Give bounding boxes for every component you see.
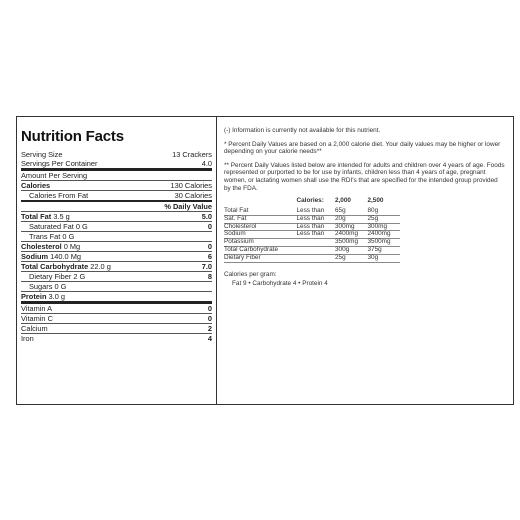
nutrient-label: Protein — [21, 292, 47, 301]
vitamin-row-vitamin-c — [21, 314, 212, 324]
vitamin-dv: 2 — [207, 324, 212, 333]
nutrient-dv: 0 — [207, 242, 212, 251]
table-cell — [297, 239, 335, 247]
table-cell: 25g — [335, 254, 368, 262]
table-cell — [297, 254, 335, 262]
nutrient-amount: 3.0 g — [48, 292, 65, 301]
servings-label: Servings Per Container — [21, 159, 98, 168]
table-cell: 2400mg — [335, 231, 368, 239]
nutrient-dv: 0 — [207, 222, 212, 231]
calories-from-fat-row — [21, 191, 212, 202]
nutrient-amount: 0 G — [54, 282, 67, 291]
vitamin-label: Vitamin C — [21, 314, 53, 323]
daily-value-header-row — [21, 202, 212, 212]
serving-size-value: 13 Crackers — [172, 150, 212, 159]
nutrient-label: Sugars — [29, 282, 53, 291]
serving-size-row — [21, 150, 212, 159]
daily-values-table — [224, 198, 400, 262]
vitamin-dv: 0 — [207, 314, 212, 323]
table-row — [224, 254, 400, 262]
vitamin-label: Vitamin A — [21, 304, 53, 313]
note-daily-values: * Percent Daily Values are based on a 2,000 calorie diet. Your daily values may be higher or lower depending on your calorie needs** — [224, 140, 501, 156]
table-cell: Less than — [297, 215, 335, 223]
table-cell: Dietary Fiber — [224, 254, 297, 262]
nutrient-label: Dietary Fiber — [29, 272, 72, 281]
table-row — [224, 215, 400, 223]
nutrient-amount: 22.0 g — [90, 262, 111, 271]
table-cell: 300mg — [335, 223, 368, 231]
footnotes-panel — [217, 117, 513, 404]
note-rdi: ** Percent Daily Values listed below are intended for adults and children over 4 years of age. Foods represented or purported to be for use by infants, children less than 4 years of age, pregnant women, or lactating women shall use the RDI's that are specified for the intended group provided by the FDA. — [224, 161, 505, 192]
daily-value-header: % Daily Value — [164, 202, 212, 211]
nutrient-dv: 7.0 — [201, 262, 212, 271]
table-header-cell: Calories: — [296, 197, 324, 205]
nutrient-label: Cholesterol — [21, 242, 62, 251]
table-cell: Total Carbohydrate — [224, 246, 297, 254]
nutrient-amount: 0 Mg — [63, 242, 81, 251]
table-cell: Total Fat — [224, 208, 297, 215]
table-cell — [297, 246, 335, 254]
calories-label: Calories — [21, 181, 51, 190]
table-cell: Less than — [297, 231, 335, 239]
nutrient-row-total-fat — [21, 212, 212, 222]
nutrient-row-saturated-fat — [21, 222, 212, 232]
nutrient-amount: 140.0 Mg — [50, 252, 81, 261]
note-unavailable: (-) Information is currently not available for this nutrient. — [224, 127, 381, 134]
cal-fat-label: Calories From Fat — [29, 191, 89, 200]
nutrient-label: Sodium — [21, 252, 49, 261]
table-cell: 65g — [335, 208, 368, 215]
nutrient-row-total-carbohydrate — [21, 262, 212, 272]
table-header-cell — [260, 198, 296, 208]
nutrient-row-protein — [21, 292, 212, 304]
calories-row — [21, 181, 212, 191]
nutrient-row-sugars — [21, 282, 212, 292]
calories-value: 130 Calories — [170, 181, 212, 190]
vitamin-label: Iron — [21, 334, 34, 343]
nutrition-facts-panel — [17, 117, 217, 404]
table-cell: 80g — [367, 208, 400, 215]
nutrition-facts-title: Nutrition Facts — [21, 128, 124, 145]
nutrient-amount: 0 G — [75, 222, 88, 231]
nutrition-label — [16, 116, 514, 405]
table-cell: 300mg — [367, 223, 400, 231]
nutrient-dv: 5.0 — [201, 212, 212, 221]
cal-fat-value: 30 Calories — [174, 191, 212, 200]
table-cell: Sat. Fat — [224, 215, 297, 223]
calories-per-gram-values: Fat 9 • Carbohydrate 4 • Protein 4 — [232, 280, 328, 288]
table-cell: 300g — [335, 246, 368, 254]
vitamin-row-vitamin-a — [21, 304, 212, 314]
nutrient-dv: 6 — [207, 252, 212, 261]
table-cell: Less than — [297, 208, 335, 215]
nutrient-label: Trans Fat — [29, 232, 61, 241]
table-cell: 30g — [367, 254, 400, 262]
table-cell: 3500mg — [367, 239, 400, 247]
table-cell: 25g — [367, 215, 400, 223]
nutrient-row-dietary-fiber — [21, 272, 212, 282]
vitamin-row-calcium — [21, 324, 212, 334]
vitamin-row-iron — [21, 334, 212, 343]
table-cell: Sodium — [224, 231, 297, 239]
vitamin-dv: 4 — [207, 334, 212, 343]
calories-per-gram-label: Calories per gram: — [224, 270, 277, 278]
nutrient-row-cholesterol — [21, 242, 212, 252]
table-header-cell: 2,500 — [367, 197, 384, 205]
nutrient-row-trans-fat — [21, 232, 212, 242]
table-cell: 2400mg — [367, 231, 400, 239]
nutrient-label: Saturated Fat — [29, 222, 74, 231]
amount-per-serving-row — [21, 171, 212, 181]
vitamin-label: Calcium — [21, 324, 48, 333]
servings-value: 4.0 — [201, 159, 212, 168]
table-cell: 375g — [367, 246, 400, 254]
table-cell: Potassium — [224, 239, 297, 247]
nutrient-row-sodium — [21, 252, 212, 262]
nutrient-amount: 0 G — [62, 232, 75, 241]
table-cell: 3500mg — [335, 239, 368, 247]
servings-per-container-row — [21, 159, 212, 171]
vitamin-dv: 0 — [207, 304, 212, 313]
amount-label: Amount Per Serving — [21, 171, 88, 180]
table-cell: 20g — [335, 215, 368, 223]
nutrient-label: Total Fat — [21, 212, 52, 221]
table-cell: Cholesterol — [224, 223, 297, 231]
nutrient-dv: 8 — [207, 272, 212, 281]
table-header-cell: 2,000 — [334, 197, 351, 205]
serving-size-label: Serving Size — [21, 150, 63, 159]
table-cell: Less than — [297, 223, 335, 231]
nutrient-amount: 2 G — [73, 272, 86, 281]
nutrient-label: Total Carbohydrate — [21, 262, 89, 271]
nutrient-amount: 3.5 g — [53, 212, 70, 221]
